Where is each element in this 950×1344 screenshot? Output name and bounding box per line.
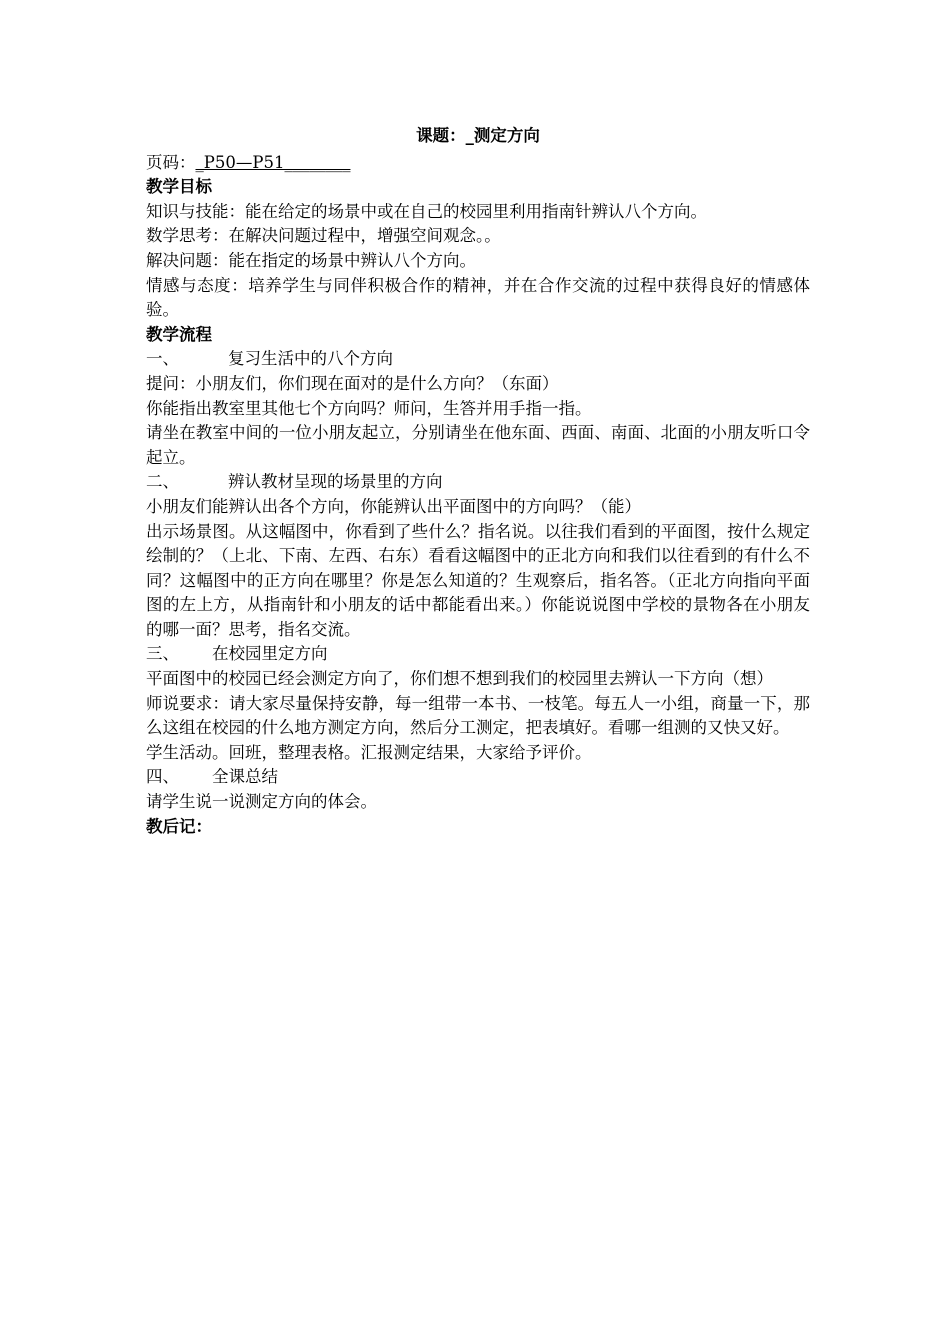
- section-heading-1: [146, 347, 810, 372]
- section-1-paragraph: 你能指出教室里其他七个方向吗？师问，生答并用手指一指。: [146, 398, 592, 418]
- section-title: 在校园里定方向: [212, 644, 328, 664]
- section-2-paragraph: 出示场景图。从这幅图中，你看到了些什么？指名说。以往我们看到的平面图，按什么规定绘制的？（上北、下南、左西、右东）看看这幅图中的正北方向和我们以往看到的有什么不同？这幅图中的正方向在哪里？你是怎么知道的？生观察后，指名答。（正北方向指向平面图的左上方，从指南针和小朋友的话中都能看出来。）你能说说图中学校的景物各在小朋友的哪一面？思考，指名交流。: [146, 521, 810, 639]
- section-1-paragraph: 请坐在教室中间的一位小朋友起立，分别请坐在他东面、西面、南面、北面的小朋友听口令起立。: [146, 423, 810, 467]
- goal-problem-solving: 解决问题：能在指定的场景中辨认八个方向。: [146, 250, 476, 270]
- page-range-line: [146, 151, 810, 176]
- after-class-notes-heading: 教后记：: [146, 816, 212, 836]
- goal-knowledge: 知识与技能：能在给定的场景中或在自己的校园里利用指南针辨认八个方向。: [146, 201, 707, 221]
- section-heading-2: [146, 470, 810, 495]
- goal-thinking: 数学思考：在解决问题过程中，增强空间观念。。: [146, 226, 501, 246]
- section-heading-3: [146, 642, 810, 667]
- section-4-paragraph: 请学生说一说测定方向的体会。: [146, 792, 377, 812]
- section-3-paragraph: 平面图中的校园已经会测定方向了，你们想不想到我们的校园里去辨认一下方向（想）: [146, 669, 773, 689]
- goals-heading: 教学目标: [146, 177, 212, 197]
- section-title: 全课总结: [212, 767, 278, 787]
- section-number: 二、: [146, 472, 179, 492]
- page-title: 课题：_测定方向: [416, 126, 540, 145]
- section-number: 四、: [146, 767, 179, 787]
- section-3-paragraph: 师说要求：请大家尽量保持安静，每一组带一本书、一枝笔。每五人一小组，商量一下，那么这组在校园的什么地方测定方向，然后分工测定，把表填好。看哪一组测的又快又好。: [146, 693, 810, 738]
- page-range-value: _P50—P51________: [195, 152, 351, 172]
- section-title: 辨认教材呈现的场景里的方向: [228, 472, 443, 492]
- flow-heading: 教学流程: [146, 324, 212, 344]
- section-number: 一、: [146, 349, 179, 369]
- section-number: 三、: [146, 644, 179, 664]
- section-title: 复习生活中的八个方向: [228, 349, 393, 369]
- page-range-label: 页码：: [146, 152, 196, 172]
- section-1-paragraph: 提问：小朋友们，你们现在面对的是什么方向？（东面）: [146, 373, 559, 393]
- section-heading-4: [146, 765, 810, 790]
- section-2-paragraph: 小朋友们能辨认出各个方向，你能辨认出平面图中的方向吗？（能）: [146, 496, 641, 516]
- document-page: [146, 124, 810, 839]
- goal-attitude: 情感与态度：培养学生与同伴积极合作的精神，并在合作交流的过程中获得良好的情感体验。: [146, 275, 810, 320]
- section-3-paragraph: 学生活动。回班，整理表格。汇报测定结果，大家给予评价。: [146, 742, 592, 762]
